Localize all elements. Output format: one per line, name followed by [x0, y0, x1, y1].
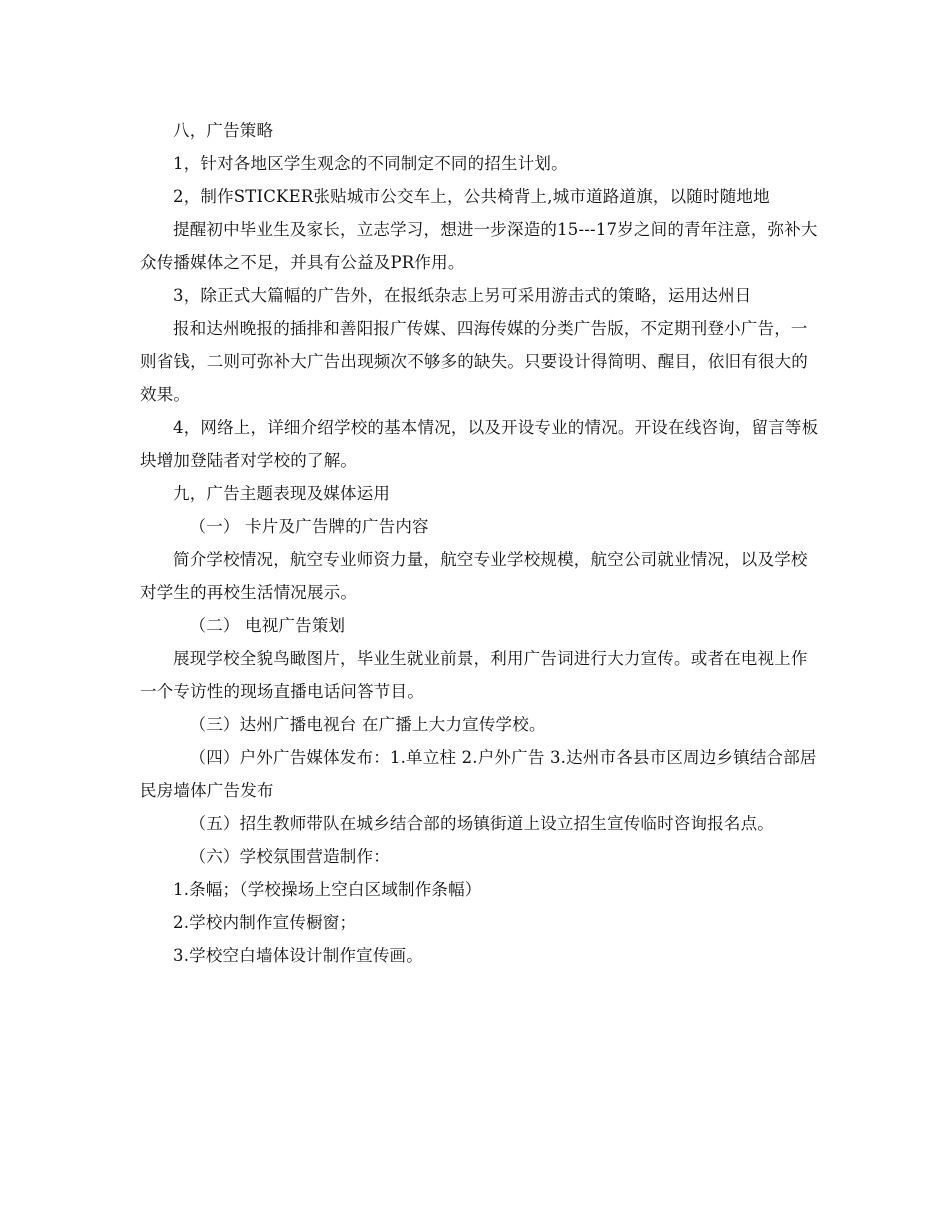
subheading: （四）户外广告媒体发布：1.单立柱 2.户外广告 3.达州市各县市区周边乡镇结合部居民房墙体广告发布 [140, 748, 817, 800]
subheading: （五）招生教师带队在城乡结合部的场镇街道上设立招生宣传临时咨询报名点。 [189, 814, 774, 833]
subheading: （一） 卡片及广告牌的广告内容 [189, 517, 429, 536]
document-body [140, 114, 820, 972]
list-item: 1.条幅；（学校操场上空白区域制作条幅） [173, 880, 482, 899]
subheading: （二） 电视广告策划 [189, 616, 346, 635]
paragraph: 3，除正式大篇幅的广告外，在报纸杂志上另可采用游击式的策略，运用达州日 [173, 286, 752, 305]
paragraph: 1，针对各地区学生观念的不同制定不同的招生计划。 [173, 154, 568, 173]
paragraph: 4，网络上，详细介绍学校的基本情况，以及开设专业的情况。开设在线咨询，留言等板块增加登陆者对学校的了解。 [140, 418, 819, 470]
subheading: （三）达州广播电视台 在广播上大力宣传学校。 [189, 715, 546, 734]
paragraph: 提醒初中毕业生及家长，立志学习，想进一步深造的15---17岁之间的青年注意，弥补大众传播媒体之不足，并具有公益及PR作用。 [140, 220, 818, 272]
subheading: （六）学校氛围营造制作： [189, 847, 390, 866]
section-heading-media: 九，广告主题表现及媒体运用 [173, 484, 391, 503]
paragraph: 2，制作STICKER张贴城市公交车上，公共椅背上,城市道路道旗，以随时随地地 [173, 187, 770, 206]
list-item: 3.学校空白墙体设计制作宣传画。 [173, 946, 423, 965]
list-item: 2.学校内制作宣传橱窗； [173, 913, 357, 932]
paragraph: 简介学校情况，航空专业师资力量，航空专业学校规模，航空公司就业情况，以及学校对学生的再校生活情况展示。 [140, 550, 808, 602]
paragraph: 报和达州晚报的插排和善阳报广传媒、四海传媒的分类广告版，不定期刊登小广告，一则省钱，二则可弥补大广告出现频次不够多的缺失。只要设计得简明、醒目，依旧有很大的效果。 [140, 319, 808, 404]
paragraph: 展现学校全貌鸟瞰图片，毕业生就业前景，利用广告词进行大力宣传。或者在电视上作一个专访性的现场直播电话问答节目。 [140, 649, 808, 701]
section-heading-ad-strategy: 八，广告策略 [173, 121, 274, 140]
